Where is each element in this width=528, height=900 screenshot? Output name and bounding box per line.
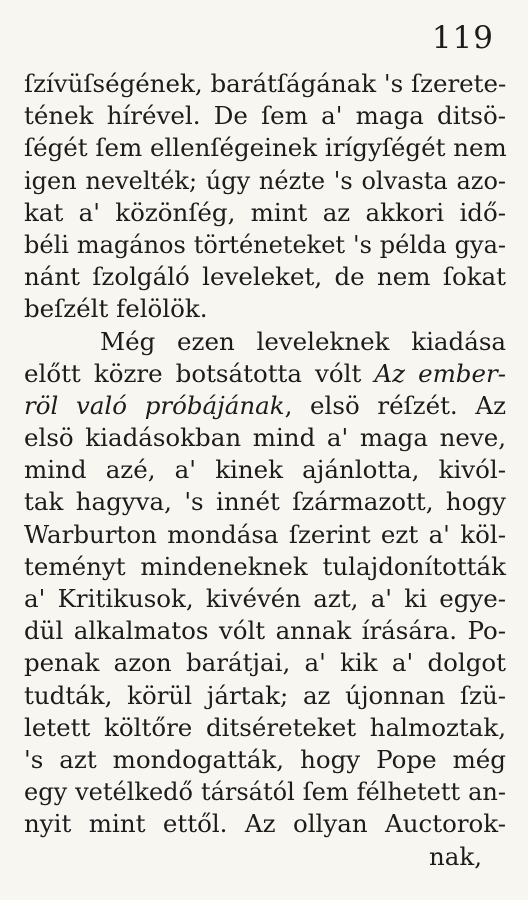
- text-line: letett költőre ditséreteket halmoztak,: [24, 712, 506, 742]
- italic-title: röl való próbájának: [24, 390, 285, 420]
- text-line: ſégét ſem ellenſégeinek irígyſégét nem: [24, 133, 507, 163]
- text-line: teményt mindeneknek tulajdonították: [24, 551, 506, 581]
- text-line: Warburton mondása ſzerint ezt a' köl-: [24, 519, 506, 549]
- text-line: a' Kritikusok, kivévén azt, a' ki egye-: [24, 584, 506, 613]
- catchword: nak,: [428, 841, 482, 871]
- text-line: [24, 390, 506, 422]
- text-line: mind azé, a' kinek ajánlotta, kivól-: [24, 455, 506, 485]
- text-line: tudták, körül jártak; az újonnan ſzü-: [24, 680, 506, 710]
- text-line: igen nevelték; úgy nézte 's olvasta azo-: [24, 166, 506, 195]
- text-line: [24, 358, 506, 390]
- text-line: ſzívüſségének, barátſágának 's ſzerete-: [24, 69, 507, 98]
- text-line: kat a' közönſég, mint az akkori idő-: [24, 197, 506, 227]
- text-line: dül alkalmatos vólt annak írására. Po-: [24, 616, 506, 646]
- text-line: béli magános történeteket 's példa gya-: [24, 230, 506, 259]
- body-text: [24, 68, 506, 873]
- text-line: tak hagyva, 's innét ſzármazott, hogy: [24, 487, 506, 517]
- text-line: tének hírével. De ſem a' maga ditsö-: [24, 101, 506, 131]
- text-line: egy vetélkedő társától ſem félhetett an-: [24, 778, 506, 807]
- text-line: beſzélt felölök.: [24, 294, 208, 324]
- page-number: 119: [431, 20, 494, 56]
- text-line: penak azon barátjai, a' kik a' dolgot: [24, 648, 506, 678]
- text-line: 's azt mondogatták, hogy Pope még: [24, 744, 506, 774]
- text-line: nánt ſzolgáló leveleket, de nem ſokat: [24, 262, 506, 292]
- text-line: nyit mint ettől. Az ollyan Auctorok-: [24, 809, 506, 839]
- text-segment: előtt közre botsátotta vólt: [24, 358, 375, 388]
- italic-title: Az ember-: [374, 358, 506, 388]
- paragraph-start-line: Még ezen leveleknek kiadása: [100, 326, 506, 356]
- text-line: elsö kiadásokban mind a' maga neve,: [24, 423, 506, 453]
- text-segment: , elsö réſzét. Az: [284, 390, 506, 420]
